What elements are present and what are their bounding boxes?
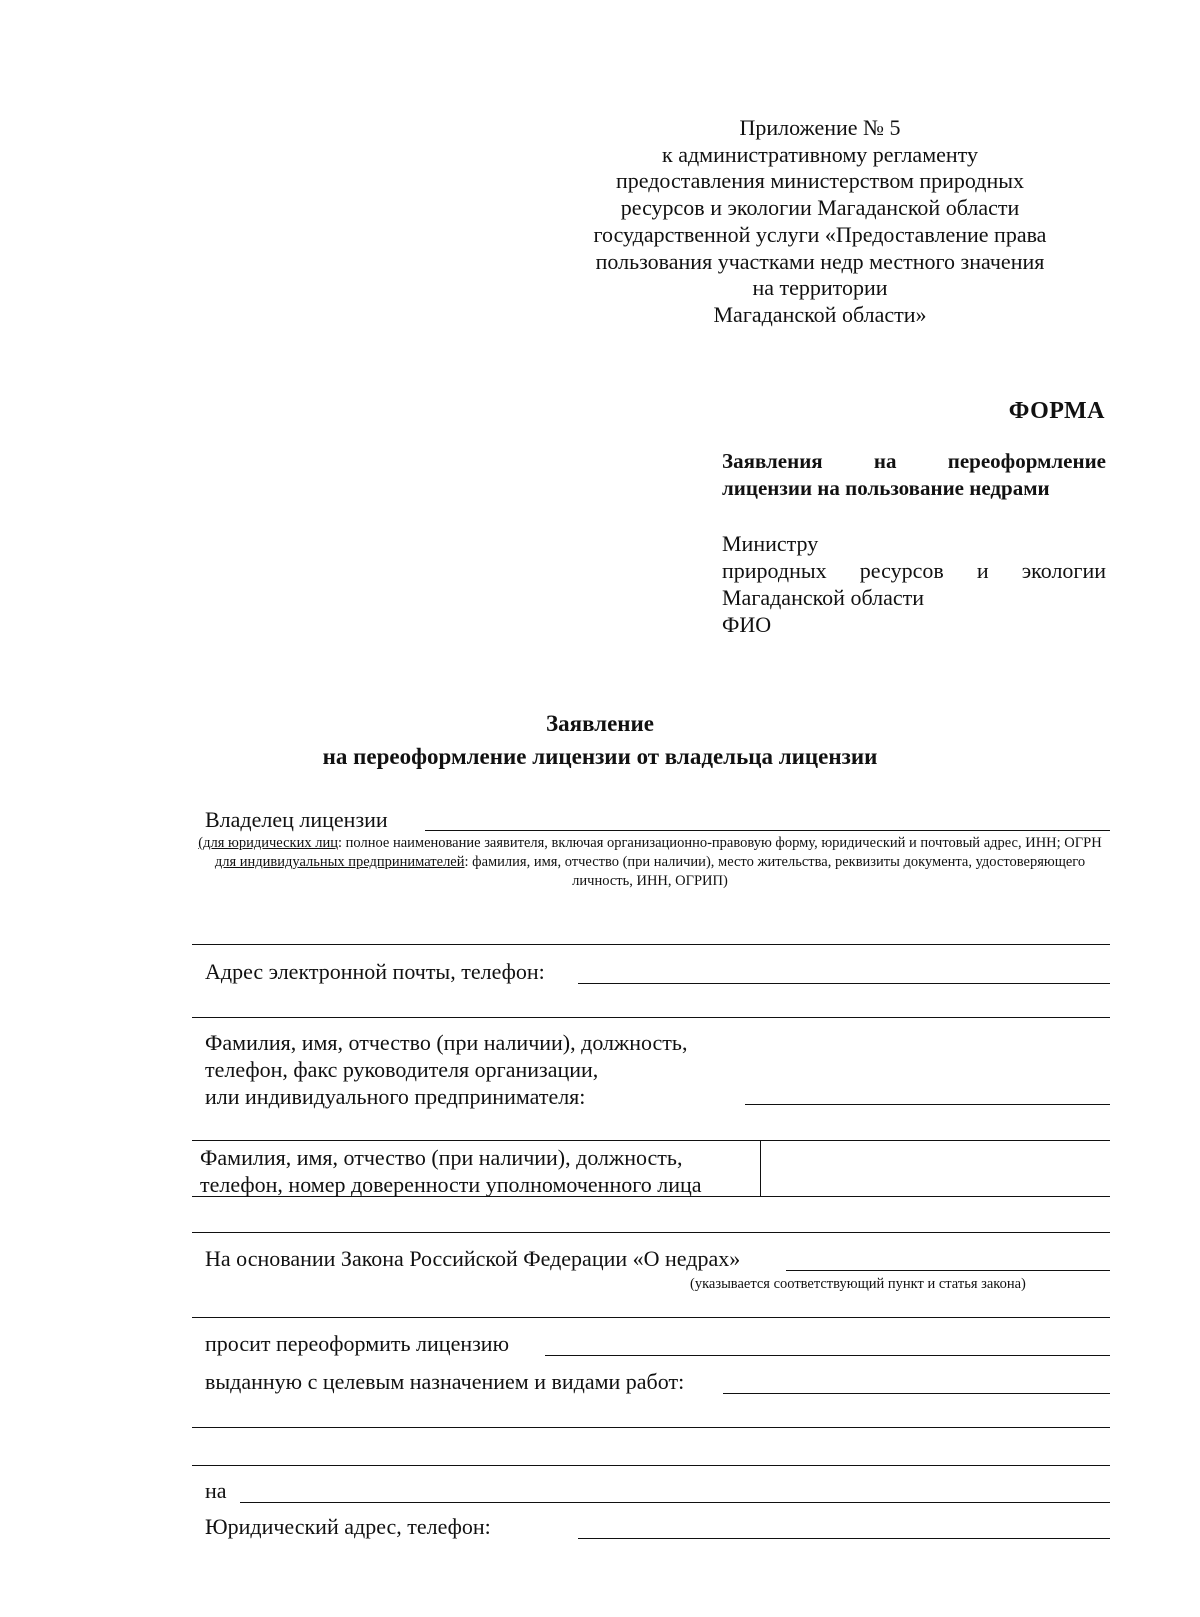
head-label-line: телефон, факс руководителя организации, [205, 1057, 599, 1082]
legal-address-label: Юридический адрес, телефон: [205, 1514, 491, 1539]
owner-continuation-line[interactable] [192, 944, 1110, 945]
proxy-label-line: Фамилия, имя, отчество (при наличии), должность, [200, 1145, 683, 1170]
addressee-block [722, 530, 1106, 638]
title-line: Заявление [545, 711, 655, 736]
request-input-line[interactable] [545, 1355, 1110, 1356]
appendix-line: предоставления министерством природных [615, 168, 1025, 194]
form-subtitle [722, 448, 1106, 502]
addressee-line: природных ресурсов и экологии [722, 558, 1106, 583]
appendix-line: на территории [752, 275, 888, 301]
appendix-line: государственной услуги «Предоставление права [593, 221, 1047, 247]
owner-note-ip-text: : фамилия, имя, отчество (при наличии), место жительства, реквизиты документа, удостоверяющего личность, ИНН, ОГРИП) [464, 854, 1086, 889]
proxy-continuation-line[interactable] [192, 1232, 1110, 1233]
addressee-line: Министру [722, 531, 819, 556]
owner-input-line[interactable] [425, 830, 1110, 831]
form-heading: ФОРМА [1008, 398, 1105, 424]
email-label: Адрес электронной почты, телефон: [205, 959, 545, 984]
title-line: на переоформление лицензии от владельца лицензии [322, 744, 878, 769]
head-continuation-line[interactable] [192, 1140, 1110, 1141]
owner-note-legal-prefix: (для юридических лиц [198, 835, 338, 851]
head-label-line: Фамилия, имя, отчество (при наличии), должность, [205, 1030, 688, 1055]
addressee-line: Магаданской области [722, 585, 924, 610]
email-continuation-line[interactable] [192, 1017, 1110, 1018]
form-subtitle-line: лицензии на пользование недрами [722, 476, 1050, 500]
owner-note-ip-prefix: для индивидуальных предпринимателей [214, 854, 465, 870]
appendix-line: Приложение № 5 [739, 115, 901, 140]
law-label: На основании Закона Российской Федерации «О недрах» [205, 1246, 741, 1271]
request-label: просит переоформить лицензию [205, 1331, 510, 1356]
law-continuation-line[interactable] [192, 1317, 1110, 1318]
proxy-label-line: телефон, номер доверенности уполномоченного лица [200, 1172, 702, 1197]
to-label: на [205, 1478, 227, 1503]
form-subtitle-line: Заявления на переоформление [722, 449, 1106, 473]
addressee-line: ФИО [722, 612, 772, 637]
owner-label: Владелец лицензии [205, 807, 388, 832]
proxy-cell-divider [760, 1141, 761, 1196]
head-input-line[interactable] [745, 1104, 1110, 1105]
owner-note-legal [195, 834, 1105, 853]
head-label-line: или индивидуального предпринимателя: [205, 1084, 586, 1109]
appendix-line: ресурсов и экологии Магаданской области [620, 195, 1020, 221]
purpose-continuation-line[interactable] [192, 1427, 1110, 1428]
proxy-cell-bottom-line [192, 1196, 1110, 1197]
legal-address-input-line[interactable] [578, 1538, 1110, 1539]
appendix-line: к административному регламенту [662, 141, 978, 167]
email-input-line[interactable] [578, 983, 1110, 984]
owner-note-ip [195, 853, 1105, 891]
purpose-continuation-line[interactable] [192, 1465, 1110, 1466]
purpose-label: выданную с целевым назначением и видами работ: [205, 1369, 685, 1394]
appendix-line: Магаданской области» [713, 301, 927, 327]
to-input-line[interactable] [240, 1502, 1110, 1503]
owner-field-note [195, 834, 1105, 891]
appendix-line: пользования участками недр местного значения [595, 248, 1045, 274]
owner-note-legal-text: : полное наименование заявителя, включая организационно-правовую форму, юридический и почтовый адрес, ИНН; ОГРН [337, 835, 1102, 851]
law-note: (указывается соответствующий пункт и статья закона) [690, 1276, 1026, 1292]
document-title [0, 707, 1200, 773]
purpose-input-line[interactable] [723, 1393, 1110, 1394]
law-input-line[interactable] [786, 1270, 1110, 1271]
appendix-header [560, 115, 1080, 329]
